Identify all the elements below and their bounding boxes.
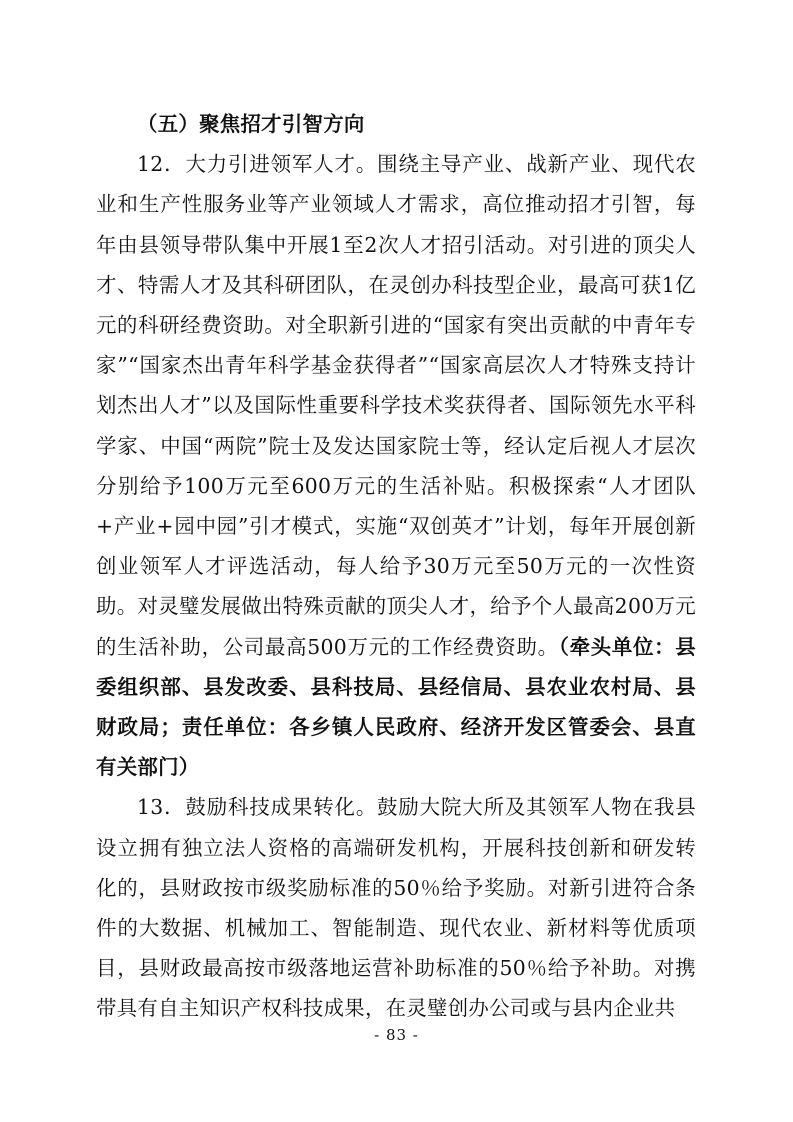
section-heading: （五）聚焦招才引智方向	[137, 112, 365, 136]
paragraph-13-text: 13．鼓励科技成果转化。鼓励大院大所及其领军人物在我县设立拥有独立法人资格的高端研发机构，开展科技创新和研发转化的，县财政按市级奖励标准的50％给予奖励。对新引进符合条件的大数据、机械加工、智能制造、现代农业、新材料等优质项目，县财政最高按市级落地运营补助标准的50％给予补助。对携带具有自主知识产权科技成果，在灵璧创办公司或与县内企业共	[96, 795, 696, 1021]
paragraph-12-text: 12．大力引进领军人才。围绕主导产业、战新产业、现代农业和生产性服务业等产业领域人才需求，高位推动招才引智，每年由县领导带队集中开展1至2次人才招引活动。对引进的顶尖人才、特需人才及其科研团队，在灵创办科技型企业，最高可获1亿元的科研经费资助。对全职新引进的“国家有突出贡献的中青年专家”“国家杰出青年科学基金获得者”“国家高层次人才特殊支持计划杰出人才”以及国际性重要科学技术奖获得者、国际领先水平科学家、中国“两院”院士及发达国家院士等，经认定后视人才层次分别给予100万元至600万元的生活补贴。积极探索“人才团队+产业+园中园”引才模式，实施“双创英才”计划，每年开展创新创业领军人才评选活动，每人给予30万元至50万元的一次性资助。对灵璧发展做出特殊贡献的顶尖人才，给予个人最高200万元的生活补助，公司最高500万元的工作经费资助。	[96, 152, 696, 659]
page-number: - 83 -	[374, 1026, 419, 1044]
paragraph-12-responsible-units: （牵头单位：县委组织部、县发改委、县科技局、县经信局、县农业农村局、县财政局；责任单位：各乡镇人民政府、经济开发区管委会、县直有关部门）	[96, 634, 696, 780]
body-text	[96, 104, 696, 1029]
paragraph-13	[96, 787, 696, 1028]
paragraph-12	[96, 144, 696, 787]
